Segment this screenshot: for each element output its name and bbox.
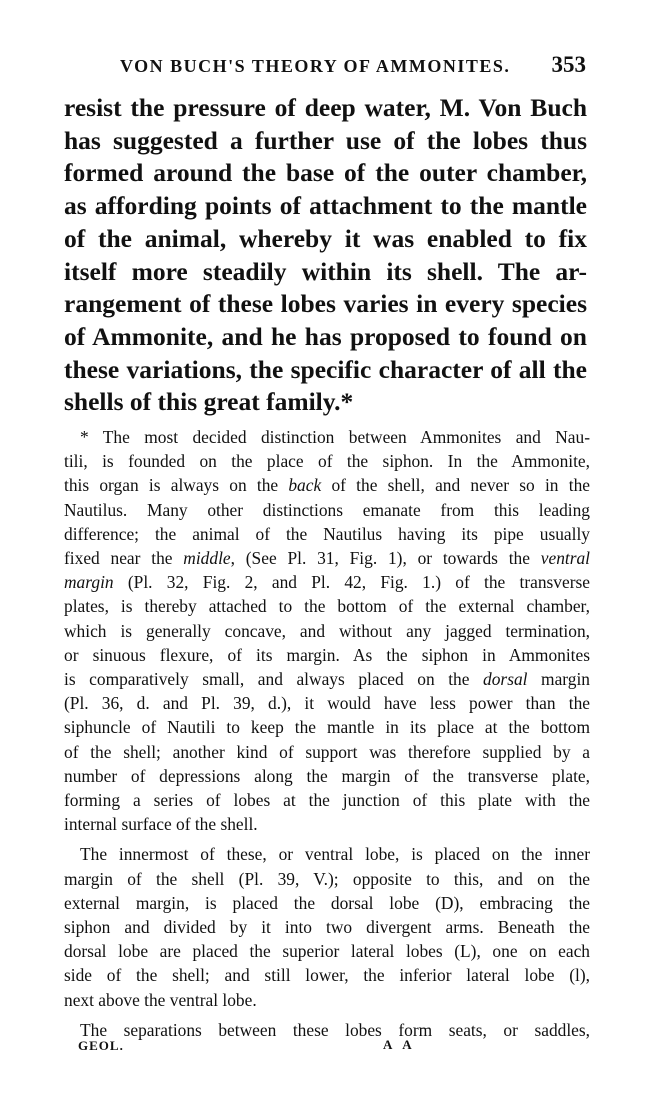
page-header — [0, 50, 666, 84]
running-title: VON BUCH'S THEORY OF AMMONITES. — [120, 56, 511, 76]
signature-letters: A A — [383, 1037, 416, 1052]
footnote-line: side of the shell; and still lower, the inferior lateral lobe (l), — [64, 965, 590, 986]
main-line: formed around the base of the outer chamber, — [64, 158, 587, 188]
main-line: of Ammonite, and he has proposed to found on — [64, 321, 587, 351]
footnote-line: external margin, is placed the dorsal lobe (D), embracing the — [64, 892, 590, 913]
footnote-line: difference; the animal of the Nautilus having its pipe usually — [64, 523, 590, 544]
footnote-line: fixed near the middle, (See Pl. 31, Fig. 1), or towards the ventral — [64, 548, 591, 569]
footnote-line: or sinuous flexure, of its margin. As the siphon in Ammonites — [64, 644, 590, 665]
footnote-line: siphuncle of Nautili to keep the mantle in its place at the bottom — [64, 717, 590, 738]
footnote-line: tili, is founded on the place of the siphon. In the Ammonite, — [64, 451, 590, 472]
main-line: rangement of these lobes varies in every species — [64, 289, 587, 319]
main-line: of the animal, whereby it was enabled to fix — [64, 223, 587, 253]
signature-mark: GEOL. — [78, 1038, 124, 1053]
page-number: 353 — [551, 52, 586, 77]
footnote-line: margin (Pl. 32, Fig. 2, and Pl. 42, Fig. 1.) of the transverse — [64, 572, 590, 593]
footnote-line: plates, is thereby attached to the bottom of the external chamber, — [64, 596, 590, 617]
footnote-line: forming a series of lobes at the junction of this plate with the — [64, 790, 590, 811]
footnote-line: which is generally concave, and without any jagged termination, — [64, 620, 590, 641]
main-line: resist the pressure of deep water, M. Von Buch — [64, 93, 587, 122]
main-line: itself more steadily within its shell. The ar- — [64, 256, 587, 286]
footnote — [64, 425, 590, 1042]
footnote-line: dorsal lobe are placed the superior lateral lobes (L), one on each — [64, 941, 590, 962]
footnote-line: is comparatively small, and always placed on the dorsal margin — [64, 669, 590, 690]
footnote-line: next above the ventral lobe. — [64, 989, 257, 1010]
footnote-line: The separations between these lobes form seats, or saddles, — [80, 1019, 590, 1040]
footnote-line: Nautilus. Many other distinctions emanate from this leading — [64, 499, 590, 520]
footnote-line: this organ is always on the back of the shell, and never so in the — [64, 475, 590, 496]
main-line: as affording points of attachment to the mantle — [64, 191, 587, 221]
footnote-line: The innermost of these, or ventral lobe, is placed on the inner — [80, 844, 590, 865]
footnote-line: (Pl. 36, d. and Pl. 39, d.), it would have less power than the — [64, 693, 590, 714]
footnote-line: internal surface of the shell. — [64, 814, 258, 835]
main-paragraph — [64, 92, 587, 419]
footnote-line: number of depressions along the margin of the transverse plate, — [64, 765, 590, 786]
main-line: has suggested a further use of the lobes thus — [64, 125, 587, 155]
footnote-line: margin of the shell (Pl. 39, V.); opposite to this, and on the — [64, 868, 590, 889]
footnote-line: * The most decided distinction between Ammonites and Nau- — [80, 427, 590, 447]
main-line: shells of this great family.* — [64, 387, 354, 417]
footnote-line: of the shell; another kind of support was therefore supplied by a — [64, 741, 590, 762]
footnote-line: siphon and divided by it into two divergent arms. Beneath the — [64, 917, 590, 938]
main-line: these variations, the specific character of all the — [64, 354, 587, 384]
